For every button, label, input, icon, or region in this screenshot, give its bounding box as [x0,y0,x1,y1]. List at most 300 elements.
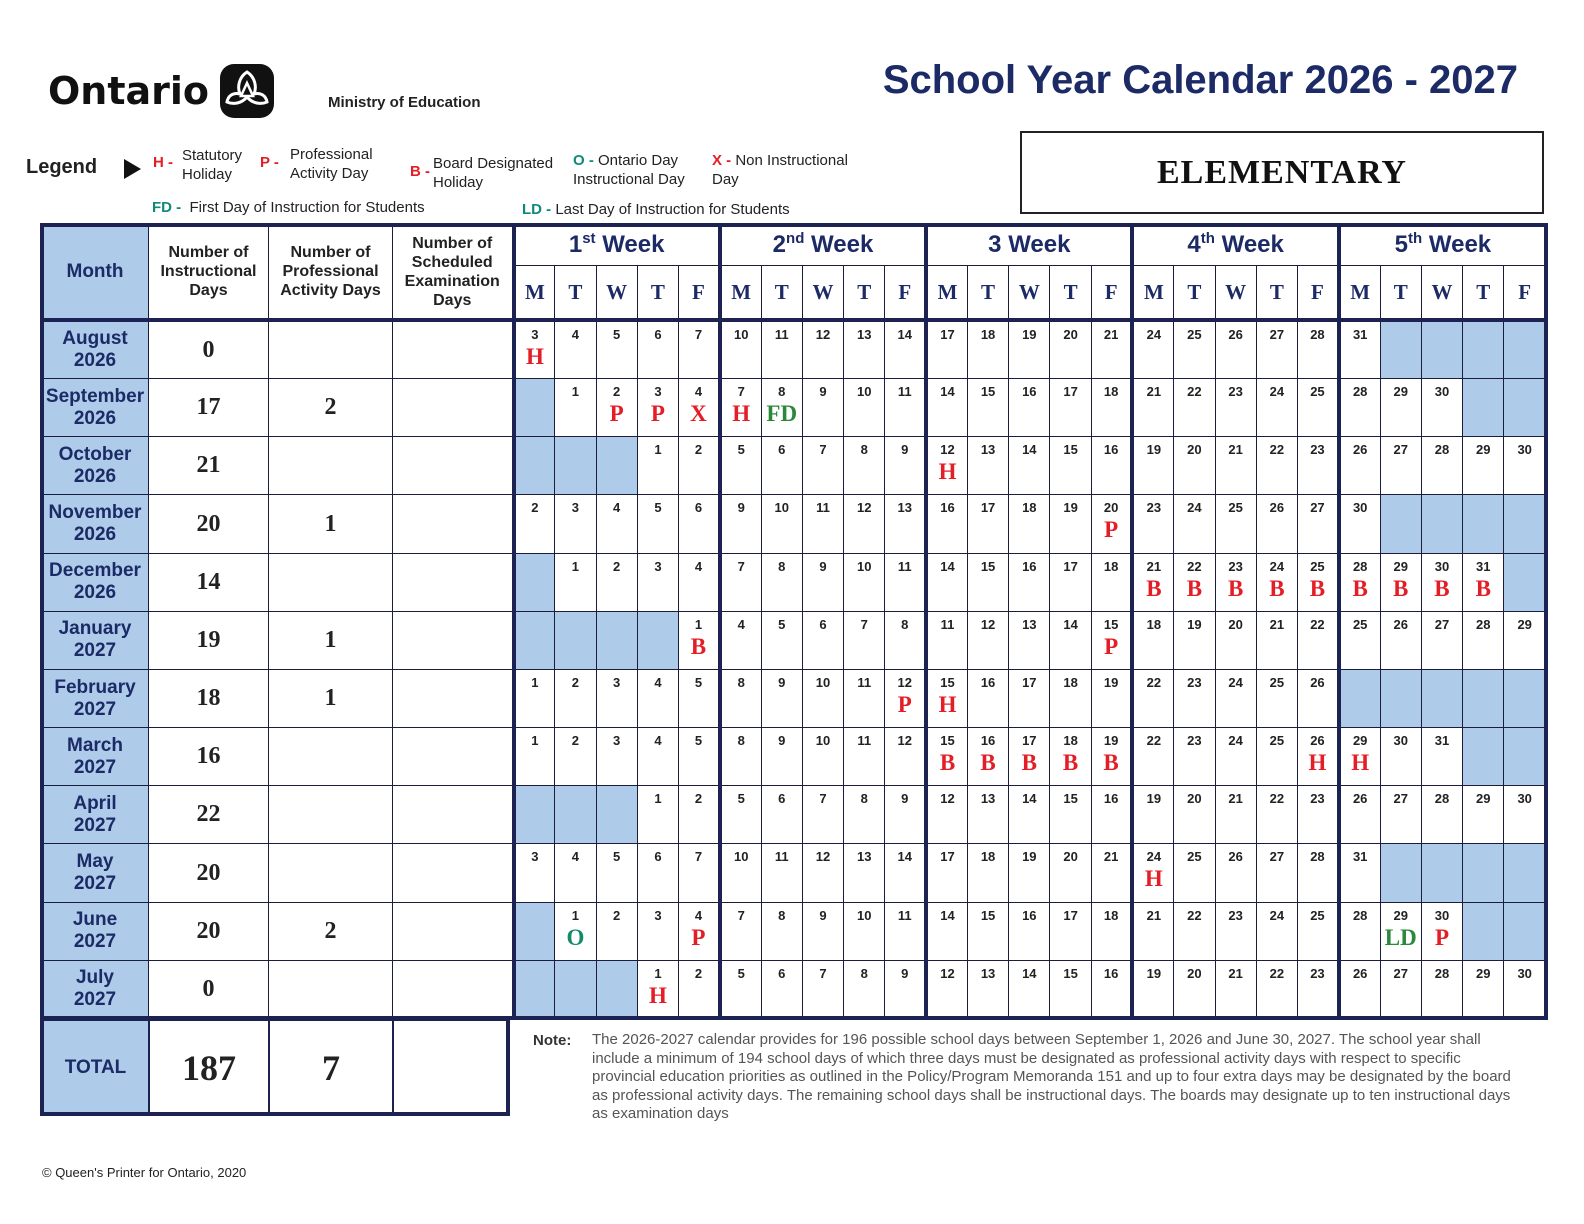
professional-days-value [269,786,393,844]
day-cell [1215,495,1256,553]
day-cell [596,844,637,902]
empty-day-cell [1463,902,1504,960]
day-cell [637,786,678,844]
day-number: 21 [1103,327,1119,343]
day-cell [1421,728,1462,786]
legend-text: Board Designated [433,155,554,172]
day-cell [1009,728,1050,786]
day-number: 12 [897,674,912,690]
day-number: 12 [940,965,955,981]
day-number: 13 [980,965,996,981]
day-number: 5 [613,327,621,343]
day-cell [720,495,761,553]
day-cell [885,437,926,495]
empty-day-cell [514,786,555,844]
day-cell [720,320,761,378]
month-year: 2026 [73,582,117,604]
day-number: 10 [857,384,872,400]
day-cell [637,437,678,495]
day-cell [637,669,678,727]
day-cell [1091,960,1132,1018]
day-number: 23 [1228,558,1243,574]
day-cell [679,379,720,437]
day-marker: H [938,691,957,717]
day-cell [761,902,802,960]
month-year: 2027 [73,756,117,778]
day-number: 31 [1476,558,1491,574]
day-number: 5 [737,442,745,458]
day-number: 4 [613,500,621,516]
day-cell [844,437,885,495]
day-number: 9 [901,442,909,458]
day-number: 3 [613,733,621,749]
day-cell [1380,960,1421,1018]
day-number: 9 [778,674,786,690]
day-cell [1132,844,1173,902]
day-number: 23 [1310,965,1325,981]
legend-code: O - [573,152,594,169]
weekday-header: F [1504,265,1546,320]
day-cell [1339,902,1380,960]
day-number: 18 [1022,500,1037,516]
weekday-header: T [1380,265,1421,320]
day-cell [967,495,1008,553]
day-cell [1132,728,1173,786]
day-marker: H [1308,750,1327,776]
legend-text: First Day of Instruction for Students [189,199,425,216]
month-name [42,437,149,495]
day-number: 11 [897,907,912,923]
day-number: 30 [1434,558,1450,574]
day-number: 29 [1517,616,1532,632]
day-number: 14 [940,907,955,923]
day-marker: B [690,633,707,659]
month-year: 2026 [73,524,117,546]
empty-day-cell [1504,844,1546,902]
empty-day-cell [596,786,637,844]
week-label: Week [1214,231,1284,259]
day-number: 23 [1310,442,1325,458]
exam-days-value [393,553,514,611]
month-year: 2027 [73,640,117,662]
day-cell [1339,320,1380,378]
empty-day-cell [555,611,596,669]
weekday-header: F [679,265,720,320]
day-number: 5 [654,500,662,516]
day-number: 11 [940,616,955,632]
legend-text: Day [712,171,739,188]
day-number: 22 [1269,965,1285,981]
day-cell [679,669,720,727]
day-number: 13 [1022,616,1037,632]
day-number: 21 [1228,442,1243,458]
empty-day-cell [1339,669,1380,727]
day-number: 8 [778,558,786,574]
day-number: 4 [654,674,662,690]
day-number: 29 [1476,791,1491,807]
month-label: June [72,909,118,931]
empty-day-cell [1504,669,1546,727]
empty-day-cell [1421,669,1462,727]
day-number: 8 [860,442,868,458]
professional-days-value [269,437,393,495]
month-label: September [45,385,145,407]
day-number: 18 [1103,907,1119,923]
day-number: 24 [1146,327,1162,343]
day-cell [596,553,637,611]
day-cell [1215,320,1256,378]
day-number: 3 [654,907,662,923]
day-number: 27 [1269,327,1285,343]
day-cell [761,320,802,378]
day-number: 30 [1352,500,1368,516]
day-number: 14 [1022,791,1037,807]
day-cell [1380,902,1421,960]
day-number: 22 [1269,791,1285,807]
day-number: 19 [1063,500,1078,516]
day-cell [1298,495,1339,553]
empty-day-cell [596,960,637,1018]
day-cell [1339,611,1380,669]
day-number: 12 [940,442,955,458]
day-cell [885,320,926,378]
day-cell [844,553,885,611]
day-number: 15 [1103,616,1119,632]
header-line: Instructional [160,263,257,281]
legend-arrow-icon [124,159,141,179]
empty-day-cell [514,902,555,960]
day-cell [802,902,843,960]
week-header [514,225,720,266]
day-cell [1132,495,1173,553]
day-cell [926,379,967,437]
legend-text: Last Day of Instruction for Students [555,201,790,218]
exam-days-value [393,495,514,553]
week-label: Week [804,231,874,259]
professional-days-value: 2 [269,379,393,437]
day-marker: B [939,750,956,776]
legend-code: H - [153,154,173,171]
day-cell [1050,844,1091,902]
day-cell [802,437,843,495]
day-number: 30 [1517,965,1532,981]
day-number: 1 [571,907,580,923]
exam-days-header [393,225,514,321]
day-number: 4 [694,907,703,923]
header-line: Days [189,282,228,300]
weekday-header: M [720,265,761,320]
day-number: 5 [737,791,745,807]
day-cell [844,611,885,669]
day-cell [679,611,720,669]
day-number: 22 [1187,907,1202,923]
day-number: 17 [1022,733,1037,749]
day-number: 18 [980,849,996,865]
day-number: 2 [613,384,621,400]
empty-day-cell [1380,844,1421,902]
day-number: 26 [1228,327,1243,343]
day-marker: B [1352,575,1368,601]
day-number: 13 [857,327,872,343]
day-cell [926,786,967,844]
day-cell [844,786,885,844]
day-cell [679,437,720,495]
day-cell [967,669,1008,727]
day-marker: B [1475,575,1491,601]
day-cell [926,728,967,786]
total-label: TOTAL [42,1020,149,1115]
day-cell [885,728,926,786]
day-number: 10 [857,558,872,574]
day-number: 25 [1269,674,1285,690]
day-number: 23 [1187,733,1202,749]
day-number: 16 [1103,442,1119,458]
day-number: 15 [940,674,955,690]
day-number: 19 [1146,791,1162,807]
day-number: 28 [1310,849,1325,865]
day-number: 3 [654,384,662,400]
day-number: 25 [1187,327,1202,343]
month-label: January [58,618,132,640]
day-number: 28 [1434,791,1450,807]
week-header [720,225,926,266]
day-cell [1339,553,1380,611]
day-number: 9 [819,558,827,574]
day-number: 19 [1146,442,1162,458]
day-number: 10 [815,733,831,749]
day-number: 17 [940,849,955,865]
day-number: 13 [897,500,912,516]
day-cell [1174,728,1215,786]
day-cell [555,902,596,960]
day-cell [1504,786,1546,844]
day-number: 20 [1228,616,1243,632]
month-header: Month [42,225,149,321]
exam-days-value [393,320,514,378]
day-cell [1215,379,1256,437]
day-number: 19 [1022,327,1037,343]
month-name [42,960,149,1018]
month-name [42,669,149,727]
day-number: 3 [531,849,539,865]
month-row [42,786,1546,844]
day-number: 24 [1187,500,1202,516]
day-cell [1174,320,1215,378]
weekday-header: M [1132,265,1173,320]
empty-day-cell [1504,379,1546,437]
day-cell [885,495,926,553]
day-number: 1 [654,791,662,807]
day-number: 26 [1269,500,1285,516]
day-number: 10 [857,907,872,923]
day-number: 27 [1393,442,1408,458]
day-cell [720,786,761,844]
day-cell [802,611,843,669]
day-cell [1050,786,1091,844]
day-cell [1256,495,1297,553]
week-ordinal: st [582,230,596,248]
empty-day-cell [1463,844,1504,902]
day-marker: B [1146,575,1162,601]
day-cell [1091,495,1132,553]
day-number: 17 [1022,674,1037,690]
day-number: 10 [733,849,749,865]
day-number: 8 [860,791,868,807]
day-number: 14 [940,558,955,574]
day-number: 15 [980,907,996,923]
day-number: 15 [940,733,955,749]
day-cell [1215,669,1256,727]
weekday-header: M [1339,265,1380,320]
day-cell [885,553,926,611]
day-number: 19 [1103,674,1119,690]
day-cell [802,379,843,437]
day-number: 20 [1063,327,1078,343]
day-number: 7 [737,558,745,574]
day-cell [1174,495,1215,553]
day-number: 22 [1146,674,1162,690]
day-cell [720,611,761,669]
day-number: 10 [815,674,831,690]
month-year: 2027 [73,814,117,836]
ontario-logo [48,62,275,120]
day-number: 12 [897,733,912,749]
professional-days-value: 1 [269,495,393,553]
day-cell [802,786,843,844]
day-cell [1256,844,1297,902]
day-marker: H [1351,750,1370,776]
day-cell [679,728,720,786]
day-cell [514,320,555,378]
day-cell [1339,960,1380,1018]
day-number: 17 [1063,558,1078,574]
month-label: May [76,851,114,873]
day-cell [926,437,967,495]
day-cell [555,379,596,437]
day-number: 4 [571,327,580,343]
day-cell [555,669,596,727]
day-cell [596,669,637,727]
legend-code: X - [712,152,732,169]
day-number: 17 [1063,907,1078,923]
day-cell [1256,611,1297,669]
legend-code: B - [410,163,430,180]
weekday-header: T [1463,265,1504,320]
empty-day-cell [514,553,555,611]
day-cell [1009,902,1050,960]
day-cell [967,960,1008,1018]
professional-days-header [269,225,393,321]
day-cell [1298,669,1339,727]
month-year: 2026 [73,465,117,487]
day-marker: B [1062,750,1079,776]
day-cell [844,320,885,378]
day-number: 16 [1103,965,1119,981]
empty-day-cell [1380,495,1421,553]
day-cell [596,495,637,553]
day-cell [1215,786,1256,844]
day-cell [802,728,843,786]
legend-item-first-day [152,198,425,217]
day-cell [1298,437,1339,495]
weekday-header: T [1174,265,1215,320]
day-cell [802,960,843,1018]
day-number: 11 [816,500,830,516]
day-cell [844,669,885,727]
day-cell [1256,786,1297,844]
day-number: 26 [1352,791,1368,807]
day-number: 22 [1269,442,1285,458]
day-number: 8 [778,384,786,400]
day-cell [1421,960,1462,1018]
day-marker: H [1144,866,1163,892]
day-number: 18 [1103,384,1119,400]
empty-day-cell [1504,728,1546,786]
day-cell [1132,960,1173,1018]
weekday-header: T [844,265,885,320]
day-number: 18 [1063,674,1078,690]
day-cell [1215,844,1256,902]
weekday-header: M [926,265,967,320]
weekday-header: T [555,265,596,320]
day-number: 21 [1103,849,1119,865]
note-text: The 2026-2027 calendar provides for 196 possible school days between September 1, 2026 and June 30, 2027. The school year shall include a minimum of 194 school days of which three days must be designated as professional activity days with respect to specific provincial education priorities as outlined in the Policy/Program Memoranda 151 and up to four extra days may be designated by the board as professional activity days. The remaining school days shall be instructional days. The boards may designate up to ten instructional days as examination days [592,1031,1511,1122]
week-header [926,225,1132,266]
legend-title: Legend [26,156,98,178]
empty-day-cell [1463,669,1504,727]
legend-text: Holiday [433,174,484,191]
day-number: 7 [819,791,827,807]
day-cell [1132,786,1173,844]
day-number: 29 [1352,733,1368,749]
day-number: 30 [1434,384,1450,400]
empty-day-cell [514,379,555,437]
day-cell [1504,611,1546,669]
total-table [41,1019,510,1116]
day-cell [679,553,720,611]
day-number: 27 [1393,965,1408,981]
day-cell [1091,669,1132,727]
day-number: 5 [737,965,745,981]
weekday-header: T [637,265,678,320]
day-number: 21 [1228,791,1243,807]
day-cell [761,669,802,727]
day-number: 20 [1187,791,1202,807]
day-number: 13 [857,849,872,865]
day-cell [885,786,926,844]
day-number: 28 [1352,558,1368,574]
day-number: 14 [1022,442,1037,458]
day-cell [926,553,967,611]
total-exam [393,1020,509,1115]
day-cell [1421,902,1462,960]
day-cell [1256,379,1297,437]
day-number: 21 [1146,907,1162,923]
day-cell [720,553,761,611]
day-marker: B [1227,575,1244,601]
day-number: 1 [531,674,539,690]
day-number: 31 [1352,849,1368,865]
day-cell [1421,437,1462,495]
day-number: 4 [654,733,662,749]
day-number: 24 [1228,674,1243,690]
day-cell [761,786,802,844]
day-number: 15 [980,558,996,574]
month-name [42,611,149,669]
empty-day-cell [637,611,678,669]
day-cell [802,320,843,378]
day-cell [1050,553,1091,611]
